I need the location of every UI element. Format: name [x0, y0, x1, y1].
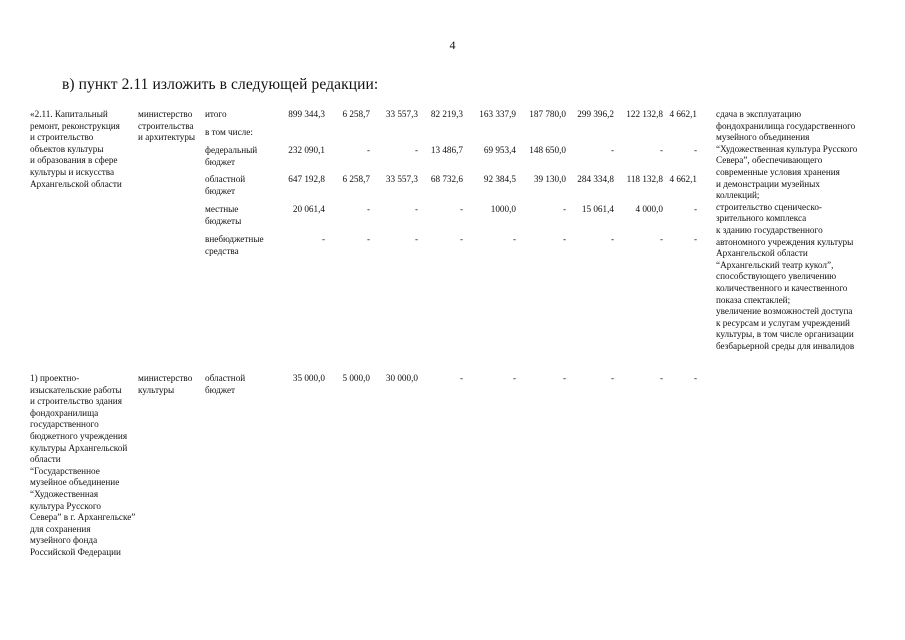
amount-cell: - — [659, 145, 663, 155]
expected-result-line: и демонстрации музейных — [716, 178, 820, 189]
expected-result-line: количественного и качественного — [716, 282, 848, 293]
expected-result-line: музейного объединения — [716, 132, 810, 143]
amount-cell: 899 344,3 — [288, 109, 325, 119]
amount-cell: - — [610, 145, 614, 155]
amount-cell: 82 219,3 — [430, 109, 463, 119]
measure-title-line: и строительство — [30, 132, 94, 143]
amount-cell: 33 557,3 — [385, 109, 418, 119]
amount-cell: 187 780,0 — [529, 109, 566, 119]
measure-title-line: “Государственное — [30, 465, 100, 476]
expected-result-line: “Архангельский театр кукол”, — [716, 259, 834, 270]
amount-cell: - — [414, 145, 418, 155]
measure-title-line: и образования в сфере — [30, 155, 118, 166]
funding-source-line: федеральный — [205, 145, 258, 155]
amount-cell: - — [512, 234, 516, 244]
measure-title-line: “Художественная — [30, 488, 99, 499]
expected-result-line: показа спектаклей; — [716, 294, 791, 305]
expected-result-line: Севера”, обеспечивающего — [716, 155, 823, 166]
measure-title-line: культуры Архангельской — [30, 442, 128, 453]
amount-cell: - — [562, 373, 566, 383]
expected-result-line: сдача в эксплуатацию — [716, 109, 802, 119]
amount-cell: - — [693, 373, 697, 383]
amount-cell: 6 258,7 — [342, 109, 370, 119]
amount-cell: 92 384,5 — [483, 174, 516, 184]
executor-line: и архитектуры — [138, 132, 196, 143]
amount-cell: - — [610, 373, 614, 383]
amount-cell: 4 662,1 — [669, 174, 697, 184]
measure-title-line: ремонт, реконструкция — [30, 120, 120, 131]
amount-cell: - — [562, 204, 566, 214]
amount-cell: - — [459, 373, 463, 383]
amount-cell: 4 662,1 — [669, 109, 697, 119]
funding-source-line: внебюджетные — [205, 234, 264, 244]
amount-cell: 15 061,4 — [581, 204, 614, 214]
measure-title-line: культура Русского — [30, 500, 101, 511]
measure-title-line: изыскательские работы — [30, 384, 122, 395]
amount-cell: 232 090,1 — [288, 145, 325, 155]
section-heading: в) пункт 2.11 изложить в следующей редакции: — [62, 76, 379, 93]
amount-cell: - — [610, 234, 614, 244]
amount-cell: - — [693, 145, 697, 155]
amount-cell: 5 000,0 — [342, 373, 370, 383]
expected-result-line: “Художественная культура Русского — [716, 143, 858, 154]
measure-title-line: объектов культуры — [30, 143, 104, 154]
amount-cell: - — [693, 234, 697, 244]
amount-cell: - — [459, 234, 463, 244]
amount-cell: 33 557,3 — [385, 174, 418, 184]
measure-title-line: музейного фонда — [30, 535, 98, 546]
funding-source — [205, 373, 277, 396]
amount-cell: 68 732,6 — [430, 174, 463, 184]
expected-result-line: культуры, в том числе организации — [716, 329, 854, 340]
measure-title-line: бюджетного учреждения — [30, 430, 128, 441]
measure-title-line: музейное объединение — [30, 477, 120, 488]
amount-cell: - — [414, 204, 418, 214]
funding-source — [205, 127, 277, 139]
funding-source — [205, 174, 277, 197]
expected-result-line: увеличение возможностей доступа — [716, 306, 853, 317]
expected-result-line: к зданию государственного — [716, 224, 823, 235]
expected-result-line: зрительного комплекса — [716, 213, 807, 224]
measure-title-line: и строительство здания — [30, 396, 122, 407]
amount-cell: - — [366, 204, 370, 214]
amount-cell: 299 396,2 — [577, 109, 614, 119]
funding-source — [205, 234, 277, 257]
funding-source-line: областной — [205, 174, 246, 184]
amount-cell: 69 953,4 — [483, 145, 516, 155]
funding-source-line: бюджет — [205, 156, 236, 167]
amount-cell: - — [659, 373, 663, 383]
expected-result-line: строительство сценическо- — [716, 201, 822, 212]
expected-result-line: к ресурсам и услугам учреждений — [716, 317, 850, 328]
executor-line: культуры — [138, 384, 175, 395]
measure-title-line: государственного — [30, 419, 99, 430]
amount-cell: - — [562, 234, 566, 244]
amount-cell: 6 258,7 — [342, 174, 370, 184]
measure-title-line: Архангельской области — [30, 178, 122, 189]
amount-cell: 20 061,4 — [292, 204, 325, 214]
funding-source-line: местные — [205, 204, 239, 214]
amount-cell: 118 132,8 — [626, 174, 663, 184]
measure-title-line: области — [30, 454, 61, 465]
amount-cell: 30 000,0 — [385, 373, 418, 383]
executor-line: строительства — [138, 120, 194, 131]
funding-source-line: бюджеты — [205, 215, 242, 226]
expected-result-line: современные условия хранения — [716, 166, 840, 177]
executor — [138, 109, 204, 144]
amount-cell: 284 334,8 — [577, 174, 614, 184]
amount-cell: - — [659, 234, 663, 244]
amount-cell: - — [693, 204, 697, 214]
expected-result-line: фондохранилища государственного — [716, 120, 856, 131]
funding-source-line: бюджет — [205, 384, 236, 395]
amount-cell: - — [459, 204, 463, 214]
expected-result-line: Архангельской области — [716, 248, 808, 259]
funding-source-line: средства — [205, 245, 239, 256]
expected-result-line: безбарьерной среды для инвалидов — [716, 340, 855, 351]
amount-cell: - — [366, 145, 370, 155]
amount-cell: 4 000,0 — [635, 204, 663, 214]
measure-title-line: фондохранилища — [30, 407, 99, 418]
measure-title — [30, 373, 138, 559]
executor-line: министерство — [138, 373, 193, 383]
funding-source — [205, 204, 277, 227]
measure-title-line: Севера” в г. Архангельске” — [30, 512, 136, 523]
measure-title-line: культуры и искусства — [30, 166, 115, 177]
expected-result-line: автономного учреждения культуры — [716, 236, 854, 247]
executor-line: министерство — [138, 109, 193, 119]
funding-source — [205, 109, 277, 121]
amount-cell: - — [414, 234, 418, 244]
expected-result — [716, 109, 886, 352]
amount-cell: 13 486,7 — [430, 145, 463, 155]
funding-source-line: областной — [205, 373, 246, 383]
funding-source-line: в том числе: — [205, 127, 253, 137]
amount-cell: 163 337,9 — [479, 109, 516, 119]
amount-cell: 39 130,0 — [533, 174, 566, 184]
measure-title-line: 1) проектно- — [30, 373, 80, 383]
amount-cell: 35 000,0 — [292, 373, 325, 383]
amount-cell: - — [512, 373, 516, 383]
amount-cell: 122 132,8 — [626, 109, 663, 119]
expected-result-line: коллекций; — [716, 190, 760, 201]
expected-result-line: способствующего увеличению — [716, 271, 837, 282]
measure-title-line: «2.11. Капитальный — [30, 109, 108, 119]
executor — [138, 373, 204, 396]
funding-source — [205, 145, 277, 168]
page-number: 4 — [449, 38, 456, 52]
measure-title-line: Российской Федерации — [30, 546, 121, 557]
funding-source-line: итого — [205, 109, 227, 119]
measure-title-line: для сохранения — [30, 523, 91, 534]
funding-source-line: бюджет — [205, 185, 236, 196]
measure-title — [30, 109, 138, 190]
amount-cell: 148 650,0 — [529, 145, 566, 155]
amount-cell: 1000,0 — [490, 204, 516, 214]
amount-cell: - — [321, 234, 325, 244]
amount-cell: 647 192,8 — [288, 174, 325, 184]
amount-cell: - — [366, 234, 370, 244]
